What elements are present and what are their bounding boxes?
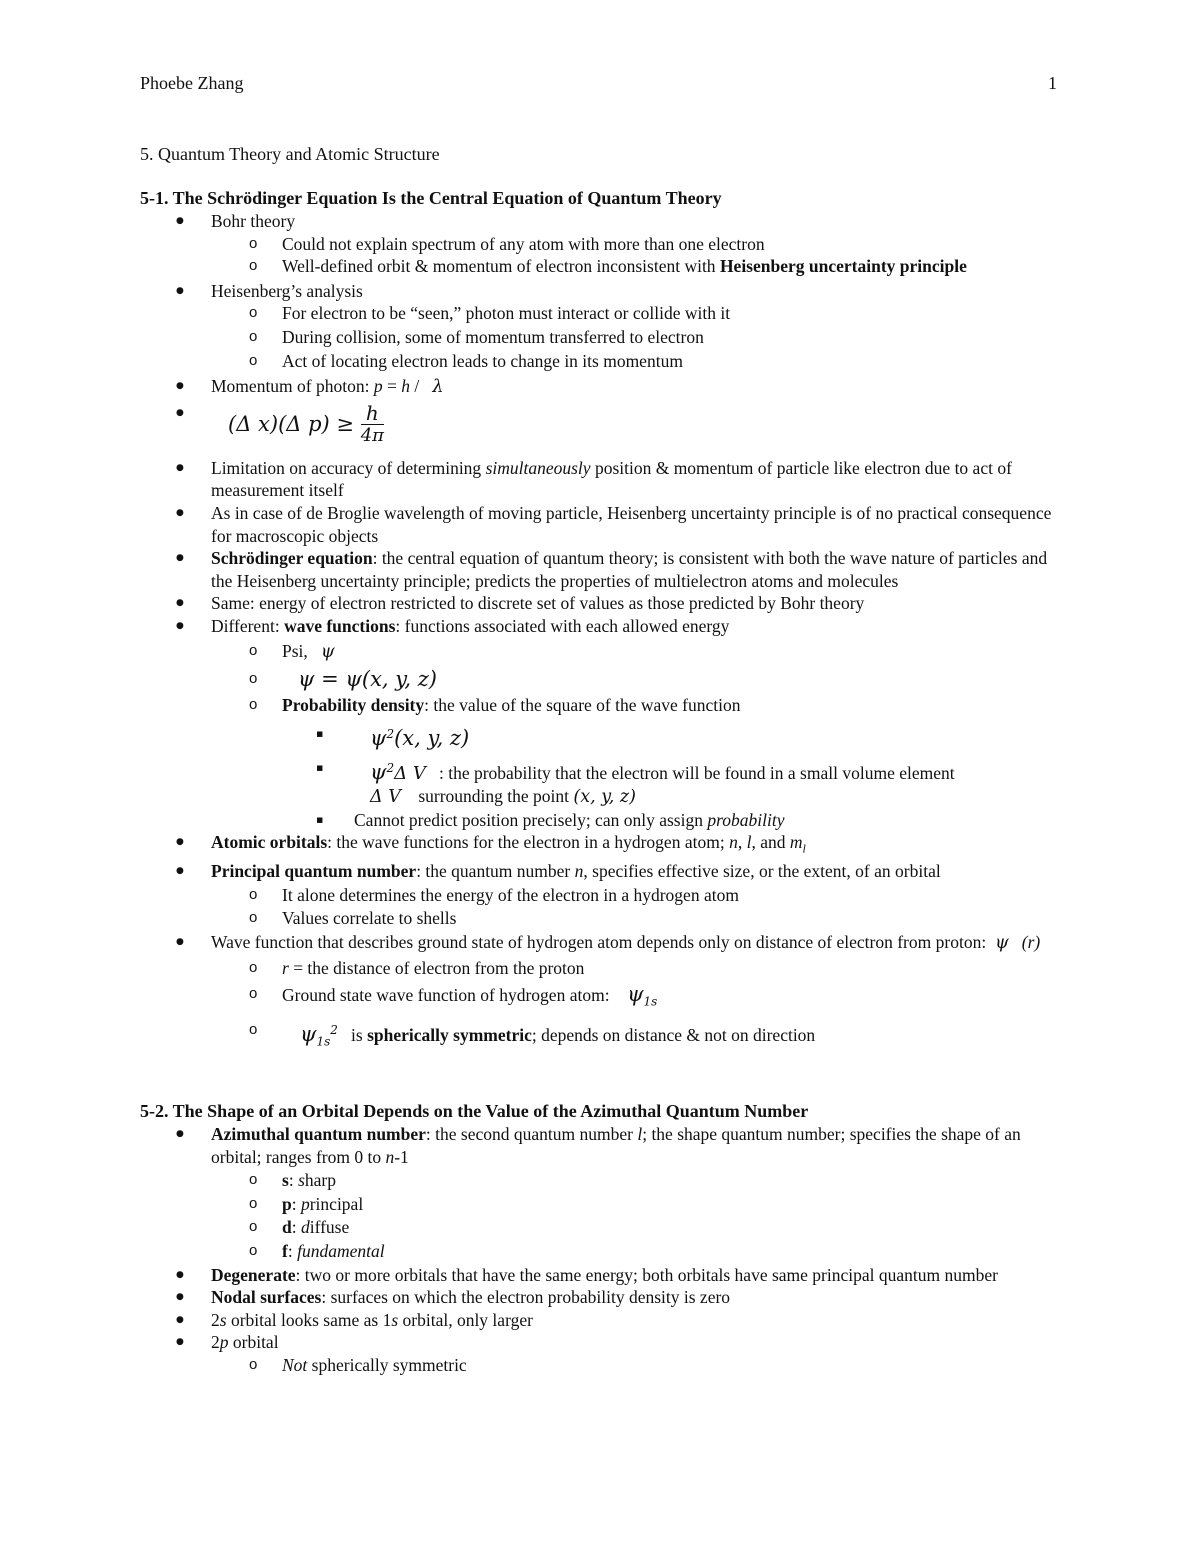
bullet-different: ● Different: wave functions: functions associated with each allowed energy — [0, 615, 1059, 638]
sub-bullet-photon-interact: o For electron to be “seen,” photon must interact or collide with it — [0, 302, 1059, 325]
sub-bullet-ground-wavefunction: o Ground state wave function of hydrogen atom: $\psi_{1s}$ — [0, 983, 1059, 1013]
sub-bullet-s-sharp: o s: sharp — [0, 1169, 1059, 1192]
bullet-atomic-orbitals: ● Atomic orbitals: the wave functions for the electron in a hydrogen atom; n, l, and $m_l$ — [0, 831, 1059, 860]
sub-bullet-spherically-symmetric: o $\psi_{1s}^2$ is spherically symmetric; depends on distance & not on direction — [0, 1019, 1059, 1053]
bullet-bohr-theory: ● Bohr theory — [0, 210, 1059, 233]
section-5-2-list — [0, 1123, 1200, 1377]
sub-bullet-psi-xyz: o ψ = ψ(x, y, z) — [0, 668, 1059, 692]
sub-bullet-locating: o Act of locating electron leads to change in its momentum — [0, 350, 1059, 373]
bullet-de-broglie: ● As in case of de Broglie wavelength of moving particle, Heisenberg uncertainty principle is of no practical consequence for macroscopic objects — [0, 502, 1059, 547]
page-number: 1 — [1048, 73, 1057, 93]
section-heading-5-2: 5-2. The Shape of an Orbital Depends on the Value of the Azimuthal Quantum Number — [140, 1101, 809, 1121]
sub-bullet-shells: o Values correlate to shells — [0, 907, 1059, 930]
header-author: Phoebe Zhang — [140, 73, 244, 93]
item-cannot-predict: ▪ Cannot predict position precisely; can only assign probability — [0, 809, 1059, 832]
item-psi-squared: ▪ $\psi^2(x$, y, z) — [0, 723, 1059, 750]
sub-bullet-probability-density: o Probability density: the value of the square of the wave function — [0, 694, 1059, 717]
bullet-nodal-surfaces: ● Nodal surfaces: surfaces on which the electron probability density is zero — [0, 1286, 1059, 1309]
sub-bullet-p-principal: o p: principal — [0, 1193, 1059, 1216]
sub-bullet-r-distance: o r = the distance of electron from the proton — [0, 957, 1059, 980]
document-title: 5. Quantum Theory and Atomic Structure — [140, 144, 440, 164]
sub-bullet-bohr-spectrum: o Could not explain spectrum of any atom with more than one electron — [0, 233, 1059, 256]
bullet-limitation: ● Limitation on accuracy of determining simultaneously position & momentum of particle like electron due to act of measurement itself — [0, 457, 1059, 502]
bullet-schrodinger: ● Schrödinger equation: the central equation of quantum theory; is consistent with both the wave nature of particles and the Heisenberg uncertainty principle; predicts the properties of multielectron atoms and molecules — [0, 547, 1059, 592]
sub-bullet-d-diffuse: o d: diffuse — [0, 1216, 1059, 1239]
bullet-principal-quantum-number: ● Principal quantum number: the quantum number n, specifies effective size, or the extent, of an orbital — [0, 860, 1059, 883]
bullet-same: ● Same: energy of electron restricted to discrete set of values as those predicted by Bohr theory — [0, 592, 1059, 615]
bullet-uncertainty-equation — [0, 402, 1059, 446]
bullet-photon-momentum: ● Momentum of photon: p = h / λ — [0, 375, 1059, 399]
uncertainty-fraction: $\frac{h}{4\pi}$ — [360, 400, 384, 446]
sub-bullet-not-spherical: o Not spherically symmetric — [0, 1354, 1059, 1377]
uncertainty-lhs: (Δ x)(Δ p) ≥ — [228, 411, 361, 436]
sub-bullet-collision: o During collision, some of momentum transferred to electron — [0, 326, 1059, 349]
bullet-degenerate: ● Degenerate: two or more orbitals that have the same energy; both orbitals have same principal quantum number — [0, 1264, 1059, 1287]
sub-bullet-f-fundamental: o f: fundamental — [0, 1240, 1059, 1263]
sub-bullet-energy-determines: o It alone determines the energy of the electron in a hydrogen atom — [0, 884, 1059, 907]
bullet-2p-orbital: ● 2p orbital — [0, 1331, 1059, 1354]
bullet-heisenberg-analysis: ● Heisenberg’s analysis — [0, 280, 1059, 303]
section-5-1-list — [0, 210, 1200, 1053]
section-heading-5-1: 5-1. The Schrödinger Equation Is the Central Equation of Quantum Theory — [140, 188, 722, 208]
sub-bullet-bohr-orbit: o Well-defined orbit & momentum of electron inconsistent with Heisenberg uncertainty principle — [0, 255, 1059, 278]
term-heisenberg-uncertainty: Heisenberg uncertainty principle — [719, 256, 967, 277]
bullet-2s-orbital: ● 2s orbital looks same as 1s orbital, only larger — [0, 1309, 1059, 1332]
bullet-ground-state: ● Wave function that describes ground state of hydrogen atom depends only on distance of electron from proton: ψ (r) — [0, 931, 1059, 955]
item-psi-squared-dv: ▪ $\psi^2\Delta$ V : the probability that the electron will be found in a small volume element Δ V surrounding the point (x, y, z) — [0, 757, 1059, 809]
sub-bullet-psi: o Psi, ψ — [0, 640, 1059, 664]
bullet-azimuthal: ● Azimuthal quantum number: the second quantum number l; the shape quantum number; specifies the shape of an orbital; ranges from 0 to n-1 — [0, 1123, 1059, 1168]
